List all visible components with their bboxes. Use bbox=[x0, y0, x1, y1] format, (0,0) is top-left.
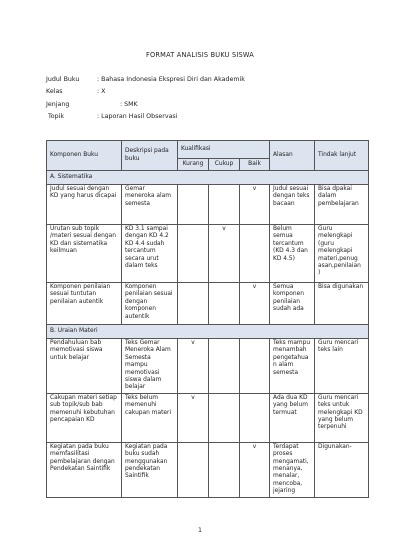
cell-cukup bbox=[209, 185, 240, 225]
table-row bbox=[47, 185, 369, 225]
cell-komponen: Judul sesuai dengan KD yang harus dicapai bbox=[47, 185, 122, 225]
cell-tindak-lanjut: Guru melengkapi (guru melengkapi materi,penug asan,penilaian ) bbox=[315, 225, 369, 283]
cell-alasan: Semua komponen penilaian sudah ada bbox=[270, 283, 315, 325]
cell-baik: v bbox=[240, 185, 270, 225]
cell-alasan: Terdapat proses mengamati, menanya, menalar, mencoba, jejaring bbox=[270, 442, 315, 497]
cell-komponen: Pendahuluan bab memotivasi siswa untuk belajar bbox=[47, 339, 122, 394]
page-number: 1 bbox=[197, 527, 202, 534]
meta-label: Judul Buku bbox=[46, 76, 80, 83]
cell-tindak-lanjut: Bisa digunakan bbox=[315, 283, 369, 325]
section-uraian-materi: B. Uraian Materi bbox=[47, 325, 369, 339]
meta-label: Kelas bbox=[46, 88, 63, 95]
cell-tindak-lanjut: Bisa dpakai dalam pembelajaran bbox=[315, 185, 369, 225]
cell-komponen: Komponen penilaian sesuai tuntutan penilaian autentik bbox=[47, 283, 122, 325]
cell-cukup: v bbox=[209, 225, 240, 283]
meta-value: : X bbox=[97, 88, 106, 95]
table-row bbox=[47, 393, 369, 442]
cell-deskripsi: Teks belum memenuhi cakupan materi bbox=[122, 393, 178, 442]
cell-alasan: Ada dua KD yang belum termuat bbox=[270, 393, 315, 442]
cell-komponen: Urutan sub topik /materi sesuai dengan KD dan sistematika keilmuan bbox=[47, 225, 122, 283]
table-row bbox=[47, 225, 369, 283]
cell-komponen: Cakupan materi setiap sub topik/sub bab memenuhi kebutuhan pencapaian KD bbox=[47, 393, 122, 442]
document-title: FORMAT ANALISIS BUKU SISWA bbox=[146, 51, 254, 59]
meta-value: : Laporan Hasil Observasi bbox=[97, 113, 178, 120]
meta-label: Jenjang bbox=[46, 101, 70, 108]
cell-cukup bbox=[209, 393, 240, 442]
cell-kurang: v bbox=[178, 393, 209, 442]
cell-alasan: Teks mampu menambah pengetahua n alam semesta bbox=[270, 339, 315, 394]
cell-deskripsi: KD 3.1 sampai dengan KD 4.2 KD 4.4 sudah tercantum secara urut dalam teks bbox=[122, 225, 178, 283]
cell-deskripsi: Kegiatan pada buku sudah menggunakan pendekatan Saintifik bbox=[122, 442, 178, 497]
cell-komponen: Kegiatan pada buku memfasilitasi pembelajaran dengan Pendekatan Saintifik bbox=[47, 442, 122, 497]
table-row bbox=[47, 442, 369, 497]
cell-kurang bbox=[178, 283, 209, 325]
cell-baik bbox=[240, 225, 270, 283]
header-alasan: Alasan bbox=[270, 141, 315, 171]
header-kurang: Kurang bbox=[178, 159, 209, 171]
cell-kurang bbox=[178, 185, 209, 225]
header-tindak-lanjut: Tindak lanjut bbox=[315, 141, 369, 171]
header-kualifikasi: Kualifikasi bbox=[178, 141, 270, 159]
cell-kurang bbox=[178, 442, 209, 497]
cell-alasan: Belum semua tercantum (KD 4.3 dan KD 4.5) bbox=[270, 225, 315, 283]
table-row bbox=[47, 339, 369, 394]
cell-cukup bbox=[209, 283, 240, 325]
cell-baik: v bbox=[240, 283, 270, 325]
section-sistematika: A. Sistematika bbox=[47, 171, 369, 185]
cell-deskripsi: Komponen penilaian sesuai dengan komponen autentik bbox=[122, 283, 178, 325]
header-komponen-buku: Komponen Buku bbox=[47, 141, 122, 171]
cell-tindak-lanjut: Digunakan- bbox=[315, 442, 369, 497]
cell-baik: v bbox=[240, 442, 270, 497]
meta-value: : SMK bbox=[120, 101, 138, 108]
cell-tindak-lanjut: Guru mencari teks untuk melengkapi KD yang belum terpenuhi bbox=[315, 393, 369, 442]
header-baik: Baik bbox=[240, 159, 270, 171]
header-deskripsi: Deskripsi pada buku bbox=[122, 141, 178, 171]
table-row bbox=[47, 283, 369, 325]
cell-deskripsi: Teks Gemar Meneroka Alam Semesta mampu memotivasi siswa dalam belajar bbox=[122, 339, 178, 394]
header-cukup: Cukup bbox=[209, 159, 240, 171]
cell-tindak-lanjut: Guru mencari teks lain bbox=[315, 339, 369, 394]
cell-alasan: Judul sesuai dengan teks bacaan bbox=[270, 185, 315, 225]
cell-baik bbox=[240, 393, 270, 442]
meta-value: : Bahasa Indonesia Ekspresi Diri dan Akademik bbox=[97, 76, 245, 83]
cell-cukup bbox=[209, 442, 240, 497]
cell-baik bbox=[240, 339, 270, 394]
cell-cukup bbox=[209, 339, 240, 394]
cell-kurang bbox=[178, 225, 209, 283]
cell-kurang: v bbox=[178, 339, 209, 394]
analysis-table bbox=[46, 140, 369, 498]
meta-label: Topik bbox=[48, 113, 65, 120]
cell-deskripsi: Gemar meneroka alam semesta bbox=[122, 185, 178, 225]
